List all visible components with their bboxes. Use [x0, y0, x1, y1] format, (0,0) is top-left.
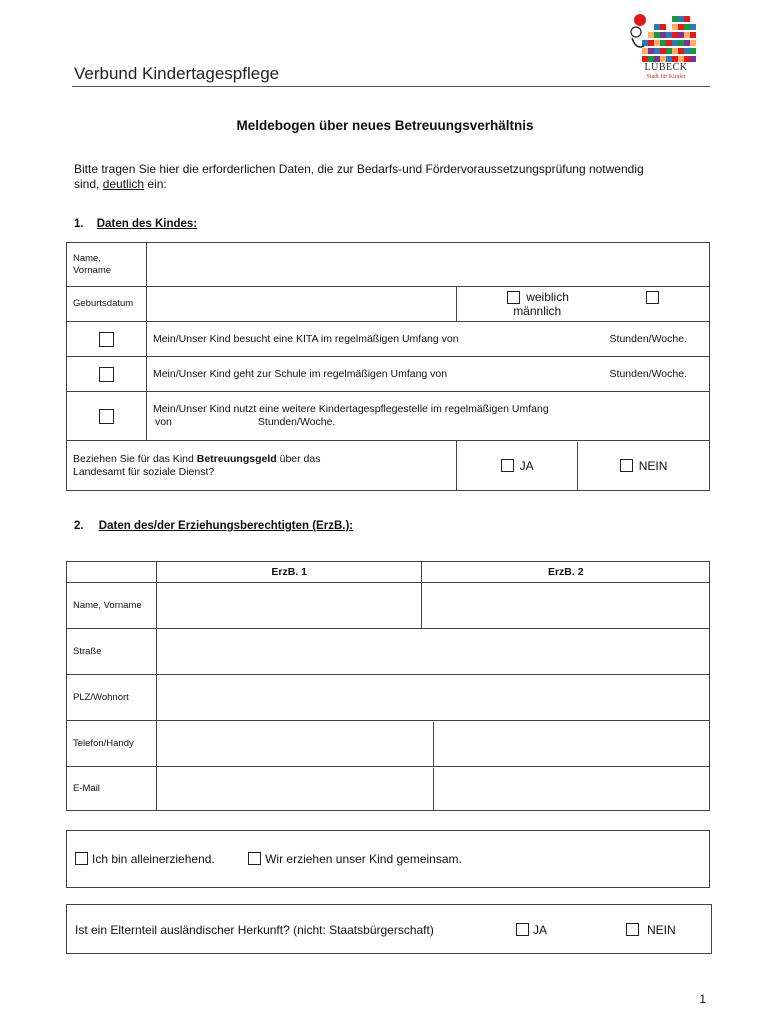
- row-label-city: PLZ/Wohnort: [67, 675, 157, 721]
- street-field[interactable]: [156, 629, 709, 675]
- erzb1-phone-field[interactable]: [157, 722, 434, 766]
- geld-yes-checkbox[interactable]: [501, 459, 514, 472]
- custody-box: [66, 830, 710, 888]
- origin-yes-label: JA: [533, 922, 548, 937]
- kita-check-cell: [67, 322, 147, 357]
- child-data-table: [66, 242, 710, 491]
- page-number: 1: [699, 992, 706, 1006]
- betreuungsgeld-line2: Landesamt für soziale Dienst?: [73, 465, 215, 478]
- betreuungsgeld-bold: Betreuungsgeld: [196, 452, 277, 465]
- section1-number: 1.: [74, 218, 84, 230]
- birthdate-field[interactable]: [146, 287, 456, 322]
- joint-custody-label: Wir erziehen unser Kind gemeinsam.: [265, 851, 462, 866]
- section2-title: Daten des/der Erziehungsberechtigten (ErzB.):: [98, 520, 354, 532]
- school-check-cell: [67, 357, 147, 392]
- erzb2-header: ErzB. 2: [422, 562, 710, 583]
- section1-title: Daten des Kindes:: [96, 218, 198, 230]
- email-row: [156, 767, 709, 811]
- guardian-table: [66, 561, 710, 811]
- other-unit: Stunden/Woche.: [257, 416, 336, 428]
- male-checkbox[interactable]: [646, 291, 659, 304]
- intro-text: [74, 162, 664, 192]
- intro-underlined: deutlich: [102, 177, 145, 191]
- female-checkbox[interactable]: [507, 291, 520, 304]
- other-check-cell: [67, 392, 147, 441]
- other-von: von: [154, 416, 172, 428]
- origin-no-checkbox[interactable]: [626, 923, 639, 936]
- geld-no-checkbox[interactable]: [620, 459, 633, 472]
- child-name-field[interactable]: [146, 243, 709, 287]
- other-text: Mein/Unser Kind nutzt eine weitere Kindertagespflegestelle im regelmäßigen Umfang: [152, 403, 549, 415]
- logo-text: LÜBECK: [644, 62, 688, 73]
- origin-question: Ist ein Elternteil ausländischer Herkunft? (nicht: Staatsbürgerschaft): [75, 923, 434, 937]
- other-row: [146, 392, 709, 441]
- kita-text: Mein/Unser Kind besucht eine KITA im regelmäßigen Umfang von: [152, 333, 459, 345]
- school-row: [146, 357, 709, 392]
- other-checkbox[interactable]: [99, 409, 114, 424]
- header-title: Verbund Kindertagespflege: [74, 64, 280, 83]
- geld-yes-label: JA: [519, 458, 534, 473]
- kita-unit: Stunden/Woche.: [609, 333, 687, 345]
- row-label-email: E-Mail: [67, 767, 157, 811]
- row-label-name: Name, Vorname: [67, 583, 157, 629]
- origin-no-label: NEIN: [647, 922, 676, 937]
- city-field[interactable]: [156, 675, 709, 721]
- birthdate-label: Geburtsdatum: [67, 287, 147, 322]
- phone-row: [156, 721, 709, 767]
- logo-mosaic-icon: [642, 16, 696, 62]
- erzb2-phone-field[interactable]: [434, 722, 709, 766]
- erzb1-email-field[interactable]: [157, 768, 434, 810]
- intro-part1: Bitte tragen Sie hier die erforderlichen Daten, die zur Bedarfs-und Fördervoraussetzungsprüfung notwendig sind,: [74, 162, 644, 191]
- intro-part2: ein:: [144, 177, 167, 191]
- kita-checkbox[interactable]: [99, 332, 114, 347]
- origin-box: [66, 904, 712, 954]
- section1-heading: [74, 218, 197, 230]
- row-label-street: Straße: [67, 629, 157, 675]
- origin-yes-checkbox[interactable]: [516, 923, 529, 936]
- header-divider: [72, 86, 710, 87]
- document-title: Meldebogen über neues Betreuungsverhältnis: [236, 118, 534, 133]
- male-label: männlich: [513, 304, 562, 318]
- gender-cell: [457, 287, 710, 322]
- logo-subtitle: Stadt für Kinder: [646, 74, 686, 80]
- erzb2-name-field[interactable]: [422, 583, 710, 629]
- school-checkbox[interactable]: [99, 367, 114, 382]
- joint-custody-checkbox[interactable]: [248, 852, 261, 865]
- section2-heading: [74, 520, 353, 532]
- erzb1-name-field[interactable]: [156, 583, 422, 629]
- betreuungsgeld-question: Beziehen Sie für das Kind Betreuungsgeld über das Landesamt für soziale Dienst?: [67, 441, 457, 491]
- guardian-header-empty: [67, 562, 157, 583]
- single-parent-checkbox[interactable]: [75, 852, 88, 865]
- single-parent-label: Ich bin alleinerziehend.: [92, 851, 215, 866]
- school-text: Mein/Unser Kind geht zur Schule im regelmäßigen Umfang von: [152, 368, 448, 380]
- kita-row: [146, 322, 709, 357]
- name-label: Name, Vorname: [67, 243, 147, 287]
- erzb1-header: ErzB. 1: [156, 562, 422, 583]
- row-label-phone: Telefon/Handy: [67, 721, 157, 767]
- female-label: weiblich: [526, 290, 569, 304]
- section2-number: 2.: [74, 520, 84, 532]
- school-unit: Stunden/Woche.: [609, 368, 687, 380]
- geld-no-label: NEIN: [638, 458, 668, 473]
- betreuungsgeld-options: [457, 441, 710, 491]
- erzb2-email-field[interactable]: [434, 768, 709, 810]
